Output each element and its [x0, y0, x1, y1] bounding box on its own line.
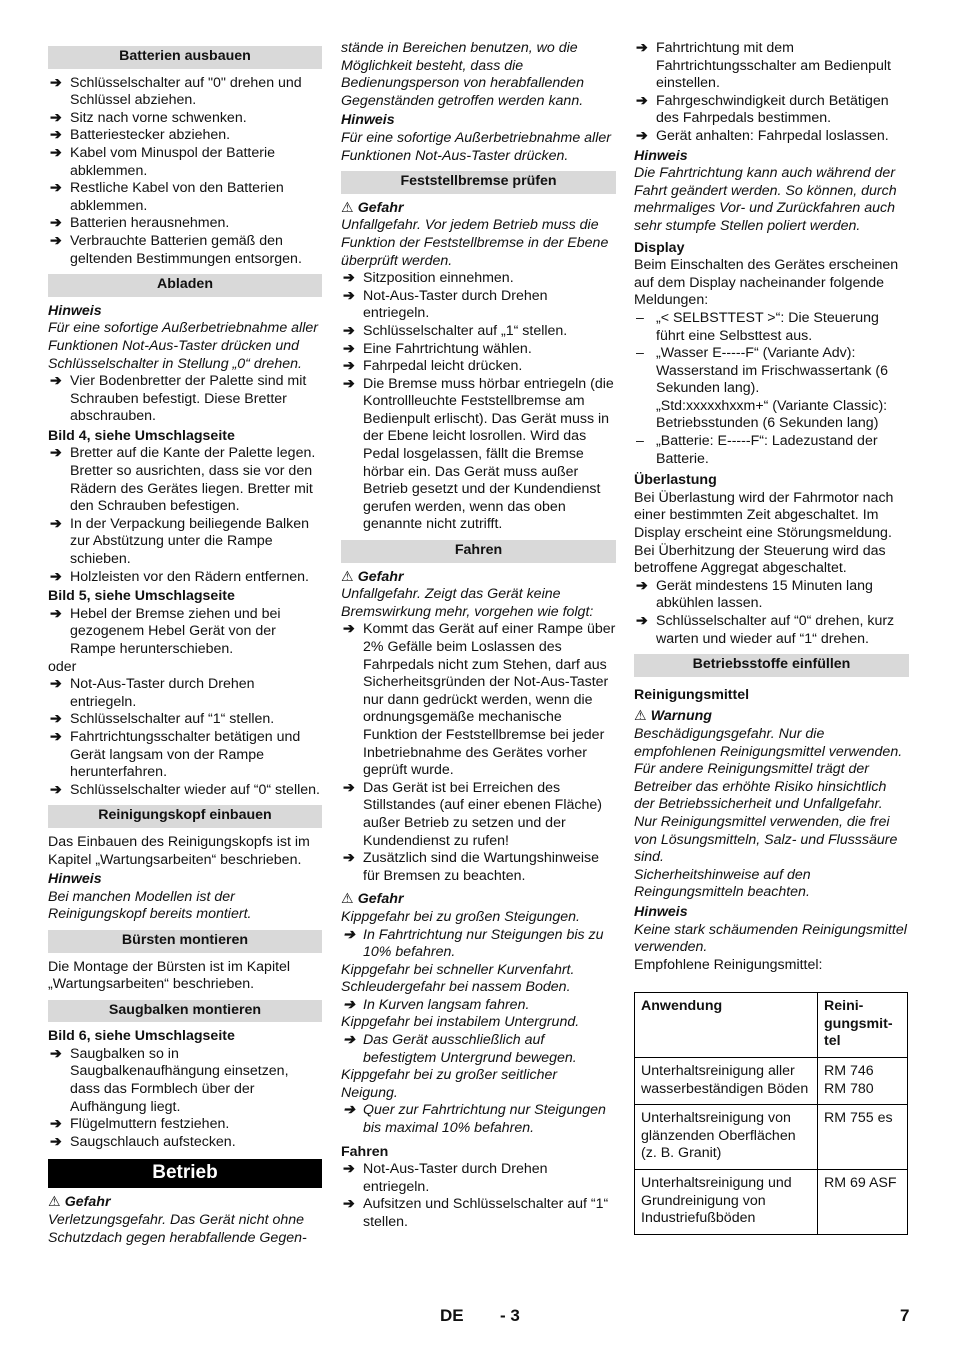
- table-cell: Unterhaltsreinigung aller wasserbeständigen Böden: [635, 1058, 818, 1105]
- section-heading-reinigungskopf: Reinigungskopf einbauen: [48, 805, 322, 828]
- step-item: ➔ In Fahrtrichtung nur Steigungen bis zu 10% befahren.: [343, 926, 604, 961]
- dash-item: – „Batterie: E-----F“: Ladezustand der Batterie.: [636, 433, 878, 467]
- step-list: [634, 578, 909, 648]
- reinigungsmittel-table: [634, 992, 908, 1235]
- warning-heading: ⚠ Warnung: [634, 708, 712, 725]
- arrow-icon: ➔: [50, 568, 62, 585]
- dash-item: – „< SELBSTTEST >“: Die Steuerung führt eine Selbsttest aus.: [636, 309, 879, 344]
- warning-text: Sicherheitshinweise auf den Reingungsmitteln beachten.: [634, 866, 811, 901]
- step-item: ➔ Holzleisten vor den Rädern entfernen.: [50, 568, 309, 585]
- arrow-icon: ➔: [343, 270, 355, 287]
- note-heading: Hinweis: [341, 112, 395, 129]
- note-heading: Hinweis: [48, 302, 102, 319]
- section-heading-abladen: Abladen: [48, 274, 322, 297]
- arrow-icon: ➔: [343, 1102, 355, 1119]
- step-item: ➔ Sitz nach vorne schwenken.: [50, 109, 247, 126]
- subheading-display: Display: [634, 239, 685, 256]
- step-item: ➔ Schlüsselschalter wieder auf “0“ stellen.: [50, 781, 320, 798]
- table-header-row: [635, 993, 908, 1058]
- arrow-icon: ➔: [50, 711, 62, 728]
- figure-reference: Bild 4, siehe Umschlagseite: [48, 427, 235, 444]
- step-item: ➔ Das Gerät ist bei Erreichen des Stillstandes (auf einer ebenen Fläche) außer Betrieb zu setzen und der Kundendienst zu rufen!: [343, 779, 602, 849]
- footer-page-number: 7: [900, 1306, 910, 1325]
- arrow-icon: ➔: [50, 127, 62, 144]
- warning-triangle-icon: ⚠: [48, 1194, 61, 1211]
- step-list: [341, 270, 616, 534]
- step-item: ➔ Schlüsselschalter auf “0“ drehen, kurz warten und wieder auf “1“ drehen.: [636, 613, 895, 647]
- arrow-icon: ➔: [50, 215, 62, 232]
- note-text: Für eine sofortige Außerbetriebnahme aller Funktionen Not-Aus-Taster drücken und Schlüsselschalter in Stellung „0“ drehen.: [48, 320, 318, 372]
- arrow-icon: ➔: [343, 358, 355, 375]
- table-cell: RM 69 ASF: [818, 1170, 908, 1235]
- body-text: Bei Überlastung wird der Fahrmotor nach einer bestimmten Zeit abgeschaltet. Im Display erscheint eine Störungsmeldung. Bei Überhitzung der Steuerung wird das betroffene Aggregat abgeschaltet.: [634, 489, 894, 577]
- note-text: Bei manchen Modellen ist der Reinigungskopf bereits montiert.: [48, 888, 252, 923]
- warning-triangle-icon: ⚠: [341, 568, 354, 585]
- step-item: ➔ Batterien herausnehmen.: [50, 215, 230, 232]
- step-item: ➔ Saugschlauch aufstecken.: [50, 1133, 236, 1150]
- step-list: [48, 1046, 322, 1152]
- section-heading-buersten: Bürsten montieren: [48, 930, 322, 953]
- step-item: ➔ In der Verpackung beiliegende Balken zur Abstützung unter die Rampe schieben.: [50, 515, 309, 568]
- step-item: ➔ Fahrgeschwindigkeit durch Betätigen des Fahrpedals bestimmen.: [636, 92, 889, 127]
- arrow-icon: ➔: [636, 92, 648, 109]
- tip-text: Kippgefahr bei zu großen Steigungen.: [341, 908, 580, 925]
- danger-heading: ⚠ Gefahr: [341, 891, 404, 908]
- step-item: ➔ Kabel vom Minuspol der Batterie abklemmen.: [50, 144, 276, 179]
- section-heading-saugbalken: Saugbalken montieren: [48, 1000, 322, 1023]
- note-text: Keine stark schäumenden Reinigungsmittel verwenden.: [634, 921, 907, 956]
- arrow-icon: ➔: [50, 781, 62, 798]
- arrow-icon: ➔: [343, 340, 355, 357]
- table-header-cell: Anwendung: [635, 993, 818, 1058]
- arrow-icon: ➔: [343, 375, 355, 392]
- danger-text: Unfallgefahr. Zeigt das Gerät keine Bremswirkung mehr, vorgehen wie folgt:: [341, 586, 594, 620]
- arrow-icon: ➔: [50, 1133, 62, 1150]
- arrow-icon: ➔: [50, 676, 62, 693]
- arrow-icon: ➔: [343, 779, 355, 796]
- step-item: ➔ Vier Bodenbretter der Palette sind mit Schrauben befestigt. Diese Bretter abschrauben.: [50, 373, 307, 425]
- step-list: [341, 621, 616, 885]
- step-item: ➔ Not-Aus-Taster durch Drehen entriegeln.: [343, 1161, 548, 1195]
- footer-sub-page: - 3: [500, 1306, 520, 1325]
- arrow-icon: ➔: [50, 728, 62, 745]
- arrow-icon: ➔: [50, 232, 62, 249]
- step-item: ➔ Sitzposition einnehmen.: [343, 270, 514, 287]
- step-item: ➔ Quer zur Fahrtrichtung nur Steigungen bis maximal 10% befahren.: [343, 1102, 606, 1137]
- step-item: ➔ Schlüsselschalter auf "0" drehen und Schlüssel abziehen.: [50, 74, 302, 109]
- tip-text: Kippgefahr bei schneller Kurvenfahrt. Schleudergefahr bei nassem Boden.: [341, 961, 575, 996]
- arrow-icon: ➔: [343, 1196, 355, 1213]
- arrow-icon: ➔: [50, 445, 62, 462]
- arrow-icon: ➔: [50, 373, 62, 390]
- warning-triangle-icon: ⚠: [341, 199, 354, 216]
- note-text: Die Fahrtrichtung kann auch während der Fahrt geändert werden. So können, durch mehrmaliges Vor- und Zurückfahren auch sehr stumpfe Stellen poliert werden.: [634, 165, 897, 234]
- step-item: ➔ Fahrtrichtung mit dem Fahrtrichtungsschalter am Bedienpult einstellen.: [636, 40, 892, 92]
- step-item: ➔ Gerät mindestens 15 Minuten lang abkühlen lassen.: [636, 577, 873, 612]
- tip-text: Kippgefahr bei zu großer seitlicher Neigung.: [341, 1067, 558, 1101]
- column-1: [48, 40, 322, 1247]
- section-heading-feststellbremse: Feststellbremse prüfen: [341, 171, 616, 194]
- subheading-reinigungsmittel: Reinigungsmittel: [634, 686, 750, 703]
- step-list: [634, 40, 909, 146]
- section-heading-betriebsstoffe: Betriebsstoffe einfüllen: [634, 654, 909, 677]
- danger-text: Verletzungsgefahr. Das Gerät nicht ohne Schutzdach gegen herabfallende Gegen-: [48, 1212, 307, 1246]
- figure-reference: Bild 5, siehe Umschlagseite: [48, 588, 235, 605]
- step-item: ➔ Not-Aus-Taster durch Drehen entriegeln.: [343, 287, 548, 322]
- danger-heading: ⚠ Gefahr: [48, 1194, 111, 1211]
- note-heading: Hinweis: [48, 871, 102, 888]
- body-text: Das Einbauen des Reinigungskopfs ist im Kapitel „Wartungsarbeiten“ beschrieben.: [48, 833, 310, 868]
- arrow-icon: ➔: [50, 515, 62, 532]
- arrow-icon: ➔: [343, 621, 355, 638]
- step-item: ➔ Restliche Kabel von den Batterien abklemmen.: [50, 180, 284, 214]
- table-header-cell: Reini- gungsmit- tel: [818, 993, 908, 1058]
- table-row: [635, 1058, 908, 1105]
- step-item: ➔ Not-Aus-Taster durch Drehen entriegeln.: [50, 676, 255, 710]
- step-item: ➔ Aufsitzen und Schlüsselschalter auf “1“ stellen.: [343, 1196, 609, 1230]
- arrow-icon: ➔: [343, 287, 355, 304]
- step-list: [48, 75, 322, 269]
- arrow-icon: ➔: [343, 1161, 355, 1178]
- step-item: ➔ Fahrtrichtungsschalter betätigen und Gerät langsam von der Rampe herunterfahren.: [50, 728, 301, 781]
- step-item: ➔ Das Gerät ausschließlich auf befestigtem Untergrund bewegen.: [343, 1032, 577, 1066]
- danger-heading: ⚠ Gefahr: [341, 568, 404, 585]
- arrow-icon: ➔: [50, 605, 62, 622]
- step-item: ➔ Gerät anhalten: Fahrpedal loslassen.: [636, 127, 889, 144]
- footer-language: DE: [440, 1306, 464, 1325]
- dash-item: – „Wasser E-----F“ (Variante Adv): Wasserstand im Frischwassertank (6 Sekunden lang). „Std:xxxxxhxxm+“ (Variante Classic): Betriebsstunden (6 Sekunden lang): [636, 345, 889, 432]
- note-heading: Hinweis: [634, 903, 688, 920]
- step-list: [48, 676, 322, 799]
- table-cell: RM 755 es: [818, 1105, 908, 1170]
- subheading-ueberlastung: Überlastung: [634, 472, 717, 489]
- table-cell: Unterhaltsreinigung und Grundreinigung von Industriefußböden: [635, 1170, 818, 1235]
- warning-text: Nur Reinigungsmittel verwenden, die frei von Lösungsmitteln, Salz- und Flusssäure sind.: [634, 813, 898, 866]
- step-item: ➔ In Kurven langsam fahren.: [343, 996, 530, 1013]
- step-item: ➔ Eine Fahrtrichtung wählen.: [343, 340, 532, 357]
- step-item: ➔ Die Bremse muss hörbar entriegeln (die Kontrollleuchte Feststellbremse am Bedienpult erlischt). Das Gerät muss in der Ebene leicht losrollen. Wird das Pedal losgelassen, fällt die Bremse hörbar ein. Das Gerät muss außer Betrieb gesetzt und der Kundendienst gerufen werden, wenn das oben genannte nicht zutrifft.: [343, 375, 614, 533]
- oder-text: oder: [48, 658, 77, 675]
- arrow-icon: ➔: [50, 74, 62, 91]
- body-text: Beim Einschalten des Gerätes erscheinen auf dem Display nacheinander folgende Meldungen:: [634, 257, 899, 309]
- step-item: ➔ Schlüsselschalter auf “1“ stellen.: [50, 711, 275, 728]
- arrow-icon: ➔: [636, 577, 648, 594]
- arrow-icon: ➔: [636, 613, 648, 629]
- column-2: [341, 40, 616, 1232]
- table-row: [635, 1170, 908, 1235]
- chapter-heading-betrieb: Betrieb: [48, 1159, 322, 1188]
- arrow-icon: ➔: [636, 127, 648, 144]
- column-3: [634, 40, 909, 1235]
- body-text: Empfohlene Reinigungsmittel:: [634, 956, 823, 973]
- arrow-icon: ➔: [50, 1045, 62, 1062]
- arrow-icon: ➔: [50, 1116, 62, 1133]
- table-row: [635, 1105, 908, 1170]
- step-item: ➔ Flügelmuttern festziehen.: [50, 1116, 230, 1133]
- table-cell: RM 746 RM 780: [818, 1058, 908, 1105]
- section-heading-fahren: Fahren: [341, 540, 616, 563]
- step-item: ➔ Hebel der Bremse ziehen und bei gezogenem Hebel Gerät von der Rampe herunterschieben.: [50, 605, 281, 657]
- step-list: [341, 1161, 616, 1231]
- arrow-icon: ➔: [343, 996, 355, 1013]
- tip-text: Kippgefahr bei instabilem Untergrund.: [341, 1014, 580, 1031]
- step-item: ➔ Saugbalken so in Saugbalkenaufhängung einsetzen, dass das Formblech über der Aufhängung liegt.: [50, 1045, 289, 1115]
- note-heading: Hinweis: [634, 147, 688, 164]
- arrow-icon: ➔: [343, 322, 355, 339]
- warning-triangle-icon: ⚠: [634, 708, 647, 725]
- step-item: ➔ Batteriestecker abziehen.: [50, 127, 231, 144]
- step-item: ➔ Kommt das Gerät auf einer Rampe über 2% Gefälle beim Loslassen des Fahrpedals nicht zum Stehen, darf aus Sicherheitsgründen der Not-Aus-Taster nur dann gedrückt werden, wenn die ordnungsgemäße mechanische Funktion der Feststellbremse bei jeder Inbetriebnahme des Gerätes vorher geprüft wurde.: [343, 621, 616, 779]
- step-item: ➔ Bretter auf die Kante der Palette legen. Bretter so ausrichten, dass sie vor den Rädern des Gerätes liegen. Bretter mit den Schrauben befestigen.: [50, 445, 316, 515]
- warning-text: Beschädigungsgefahr. Nur die empfohlenen Reinigungsmittel verwenden. Für andere Reinigungsmittel trägt der Betreiber das erhöhte Risiko hinsichtlich der Betriebssicherheit und Unfallgefahr.: [634, 725, 903, 813]
- danger-heading: ⚠ Gefahr: [341, 199, 404, 216]
- step-list: [48, 445, 322, 586]
- step-item: ➔ Schlüsselschalter auf „1“ stellen.: [343, 322, 568, 339]
- danger-text: Unfallgefahr. Vor jedem Betrieb muss die Funktion der Feststellbremse in der Ebene überprüft werden.: [341, 217, 609, 269]
- arrow-icon: ➔: [50, 109, 62, 126]
- arrow-icon: ➔: [343, 850, 355, 867]
- arrow-icon: ➔: [343, 1032, 355, 1049]
- step-item: ➔ Verbrauchte Batterien gemäß den geltenden Bestimmungen entsorgen.: [50, 232, 302, 267]
- arrow-icon: ➔: [636, 40, 648, 56]
- section-heading-batterien-ausbauen: Batterien ausbauen: [48, 46, 322, 69]
- step-item: ➔ Zusätzlich sind die Wartungshinweise für Bremsen zu beachten.: [343, 850, 600, 884]
- arrow-icon: ➔: [50, 144, 62, 161]
- figure-reference: Bild 6, siehe Umschlagseite: [48, 1028, 235, 1045]
- danger-text-continued: stände in Bereichen benutzen, wo die Möglichkeit besteht, dass die Bedienungsperson von herabfallenden Gegenständen getroffen werden kann.: [341, 40, 584, 109]
- warning-triangle-icon: ⚠: [341, 891, 354, 908]
- step-item: ➔ Fahrpedal leicht drücken.: [343, 358, 523, 375]
- arrow-icon: ➔: [343, 926, 355, 943]
- arrow-icon: ➔: [50, 180, 62, 197]
- note-text: Für eine sofortige Außerbetriebnahme aller Funktionen Not-Aus-Taster drücken.: [341, 129, 611, 164]
- table-cell: Unterhaltsreinigung von glänzenden Oberflächen (z. B. Granit): [635, 1105, 818, 1170]
- subheading-fahren: Fahren: [341, 1143, 389, 1160]
- body-text: Die Montage der Bürsten ist im Kapitel „Wartungsarbeiten“ beschrieben.: [48, 958, 291, 993]
